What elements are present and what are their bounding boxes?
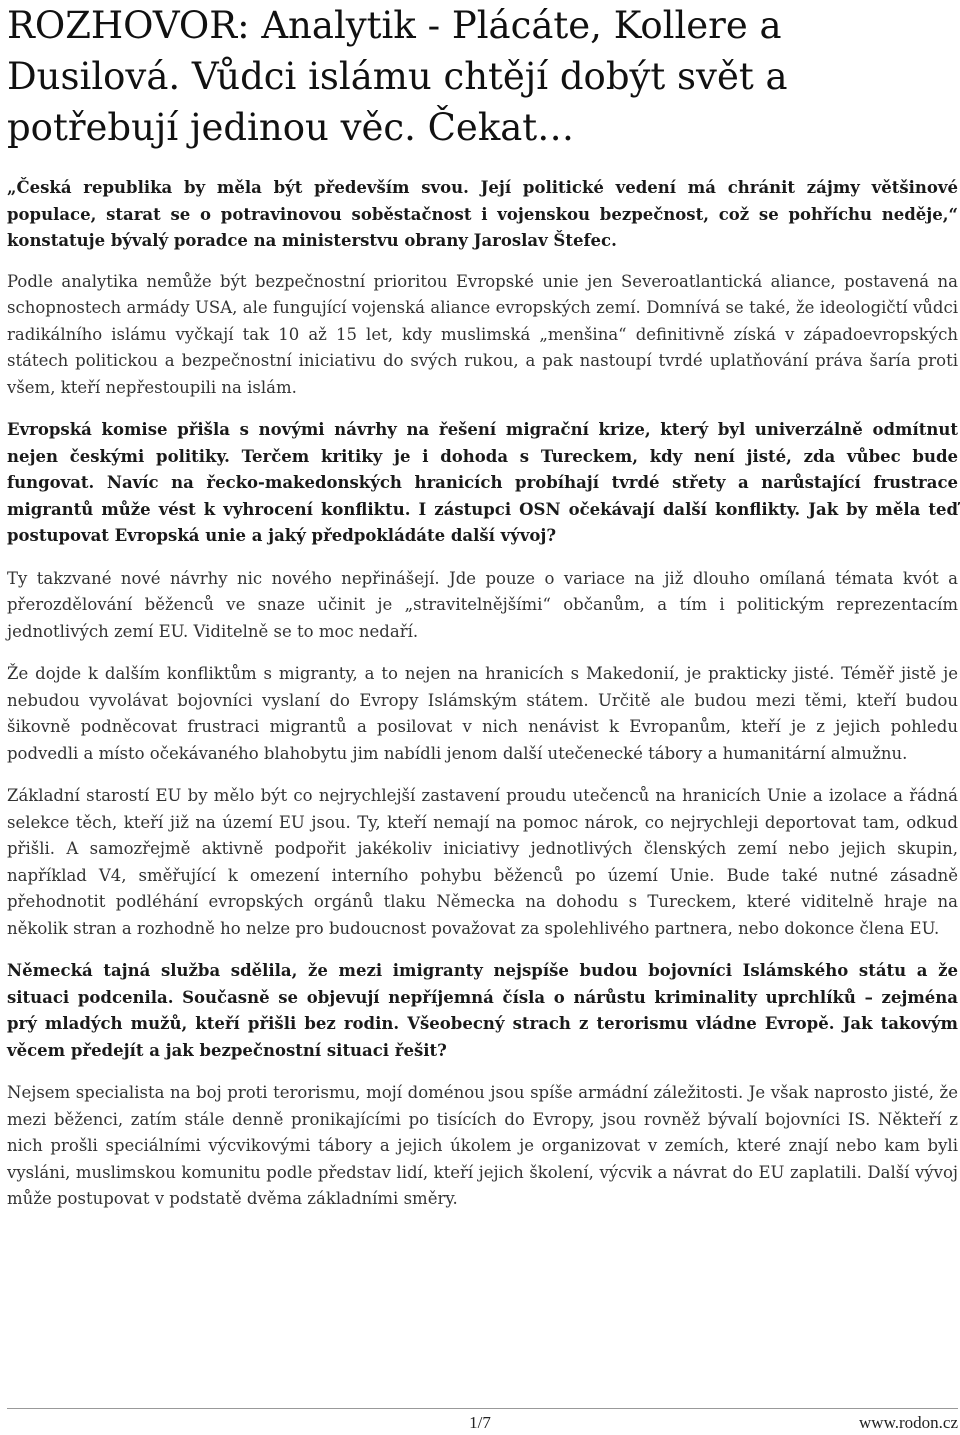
interview-answer: Nejsem specialista na boj proti terorismu, mojí doménou jsou spíše armádní záležitosti. Je však naprosto jisté, že mezi běženci, zatím stále denně pronikajícími po tisících do Evropy, jsou rovněž bývalí bojovníci IS. Někteří z nich prošli speciálními výcvikovými tábory a jejich úkolem je organizovat v zemích, které znají nebo kam byli vysláni, muslimskou komunitu podle představ lidí, kteří jejich školení, výcvik a návrat do EU zaplatili. Další vývoj může postupovat v podstatě dvěma základními směry.: [7, 1083, 958, 1208]
article: [7, 0, 958, 1213]
footer-divider: [7, 1408, 958, 1409]
site-url[interactable]: www.rodon.cz: [859, 1413, 958, 1432]
article-paragraph: Podle analytika nemůže být bezpečnostní prioritou Evropské unie jen Severoatlantická aliance, postavená na schopnostech armády USA, ale fungující vojenská aliance evropských zemí. Domnívá se také, že ideologičtí vůdci radikálního islámu vyčkají tak 10 až 15 let, kdy muslimská „menšina“ definitivně získá v západoevropských státech politickou a bezpečnostní iniciativu do svých rukou, a pak nastoupí tvrdé uplatňování práva šaría proti všem, kteří nepřestoupili na islám.: [7, 271, 958, 397]
article-title: ROZHOVOR: Analytik - Plácáte, Kollere a Dusilová. Vůdci islámu chtějí dobýt svět a potřebují jedinou věc. Čekat…: [7, 4, 788, 149]
interview-answer: Ty takzvané nové návrhy nic nového nepřinášejí. Jde pouze o variace na již dlouho omílaná témata kvót a přerozdělování běženců ve snaze učinit je „stravitelnějšími“ občanům, a tím i politickým reprezentacím jednotlivých zemí EU. Viditelně se to moc nedaří.: [7, 568, 958, 641]
article-lead: „Česká republika by měla být především svou. Její politické vedení má chránit zájmy většinové populace, starat se o potravinovou soběstačnost i vojenskou bezpečnost, což se pohříchu neděje,“ konstatuje bývalý poradce na ministerstvu obrany Jaroslav Štefec.: [7, 178, 958, 250]
page-number: 1/7: [469, 1413, 491, 1432]
interview-question: Evropská komise přišla s novými návrhy na řešení migrační krize, který byl univerzálně odmítnut nejen českými politiky. Terčem kritiky je i dohoda s Tureckem, kdy není jisté, zda vůbec bude fungovat. Navíc na řecko-makedonských hranicích probíhají tvrdé střety a narůstající frustrace migrantů může vést k vyhrocení konfliktu. I zástupci OSN očekávají další konflikty. Jak by měla teď postupovat Evropská unie a jaký předpokládáte další vývoj?: [7, 420, 958, 545]
interview-answer: Základní starostí EU by mělo být co nejrychlejší zastavení proudu utečenců na hranicích Unie a izolace a řádná selekce těch, kteří již na území EU jsou. Ty, kteří nemají na pomoc nárok, co nejrychleji deportovat tam, odkud přišli. A samozřejmě aktivně podpořit jakékoliv iniciativy jednotlivých členských zemí nebo jejich skupin, například V4, směřující k omezení interního pohybu běženců po území Unie. Bude také nutné zásadně přehodnotit podléhání evropských orgánů tlaku Německa na dohodu s Tureckem, které viditelně hraje na několik stran a rozhodně ho nelze pro budoucnost považovat za spolehlivého partnera, nebo dokonce člena EU.: [7, 786, 958, 938]
interview-answer: Že dojde k dalším konfliktům s migranty, a to nejen na hranicích s Makedonií, je prakticky jisté. Téměř jistě je nebudou vyvolávat bojovníci vyslaní do Evropy Islámským státem. Určitě ale budou mezi těmi, kteří budou šikovně podněcovat frustraci migrantů a posilovat v nich nenávist k Evropanům, kteří je z jejich pohledu podvedli a místo očekávaného blahobytu jim nabídli jenom další utečenecké tábory a humanitární almužnu.: [7, 664, 958, 763]
interview-question: Německá tajná služba sdělila, že mezi imigranty nejspíše budou bojovníci Islámského státu a že situaci podcenila. Současně se objevují nepříjemná čísla o nárůstu kriminality uprchlíků – zejména prý mladých mužů, kteří přišli bez rodin. Všeobecný strach z terorismu vládne Evropě. Jak takovým věcem předejít a jak bezpečnostní situaci řešit?: [7, 961, 958, 1060]
